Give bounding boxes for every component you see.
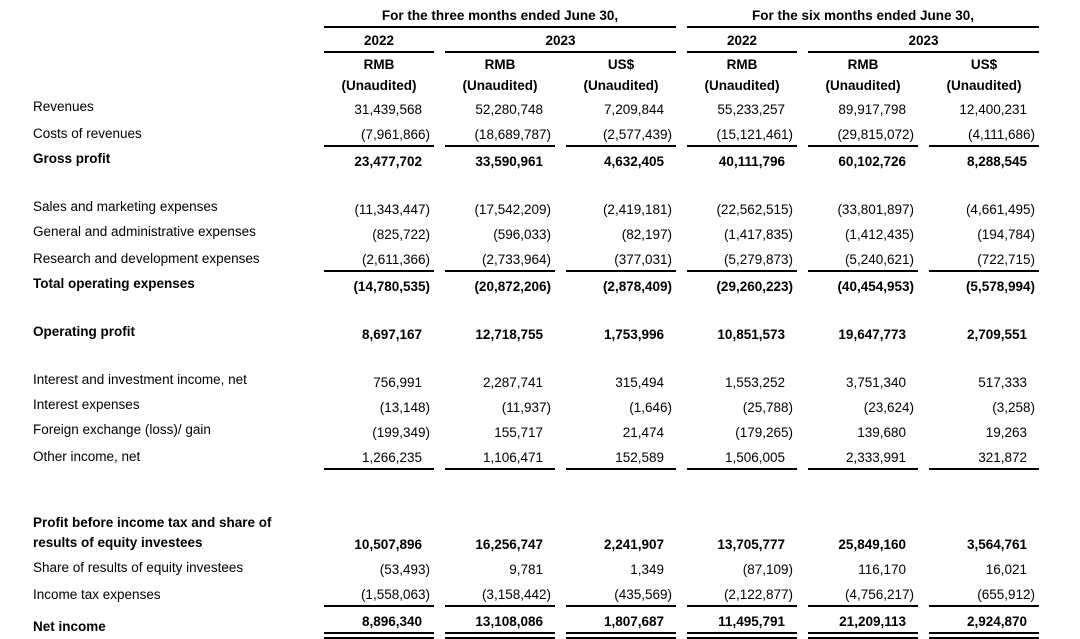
row-label: Profit before income tax and share of results of equity investees	[33, 515, 272, 550]
cell-value: 155,717	[494, 425, 543, 440]
cell-value: 517,333	[978, 375, 1027, 390]
cell-value: (29,815,072)	[808, 120, 918, 147]
cell-value: 23,477,702	[354, 154, 422, 169]
unaudited-header: (Unaudited)	[462, 78, 538, 93]
header-spacer	[21, 73, 313, 95]
cell-value: 16,021	[985, 562, 1027, 578]
cell-value: 33,590,961	[475, 154, 543, 169]
row-label: Revenues	[33, 99, 94, 115]
cell-value: 11,495,791	[687, 607, 797, 639]
cell-value: 13,108,086	[445, 607, 555, 639]
table-row	[21, 443, 1039, 470]
table-row	[21, 580, 1039, 607]
cell-value: (2,878,409)	[602, 279, 672, 294]
table-row	[21, 245, 1039, 272]
cell-value: (5,279,873)	[687, 245, 797, 272]
spacer-cell	[21, 345, 1039, 368]
row-label: Income tax expenses	[33, 586, 161, 602]
table-row	[21, 147, 1039, 172]
cell-value: 16,256,747	[475, 537, 543, 553]
cell-value: (40,454,953)	[837, 279, 914, 294]
cell-value: 10,507,896	[354, 537, 422, 553]
cell-value: 4,632,405	[603, 154, 664, 169]
cell-value: (2,733,964)	[445, 245, 555, 272]
cell-value: (2,419,181)	[602, 202, 672, 217]
group-header-six-months: For the six months ended June 30,	[687, 2, 1039, 28]
cell-value: (722,715)	[929, 245, 1039, 272]
unaudited-header: (Unaudited)	[704, 78, 780, 93]
row-label: Share of results of equity investees	[33, 559, 244, 575]
cell-value: 19,647,773	[838, 327, 906, 342]
cell-value: 1,106,471	[445, 443, 555, 470]
unaudited-header: (Unaudited)	[341, 78, 417, 93]
currency-row	[21, 53, 1039, 73]
table-row	[21, 513, 1039, 555]
cell-value: 321,872	[929, 443, 1039, 470]
currency-header: RMB	[847, 57, 879, 72]
cell-value: 8,288,545	[966, 154, 1027, 169]
spacer-cell	[21, 297, 1039, 320]
unaudited-row	[21, 73, 1039, 95]
cell-value: (33,801,897)	[837, 202, 914, 217]
cell-value: (4,661,495)	[965, 202, 1035, 217]
cell-value: (377,031)	[566, 245, 676, 272]
unaudited-header: (Unaudited)	[825, 78, 901, 93]
cell-value: 1,753,996	[603, 327, 664, 342]
cell-value: 31,439,568	[354, 102, 422, 117]
cell-value: 52,280,748	[475, 102, 543, 117]
cell-value: 2,709,551	[966, 327, 1027, 342]
cell-value: (29,260,223)	[716, 279, 793, 294]
cell-value: (655,912)	[929, 580, 1039, 607]
table-row	[21, 220, 1039, 245]
cell-value: 55,233,257	[717, 102, 785, 117]
year-header: 2022	[687, 28, 797, 53]
cell-value: 152,589	[566, 443, 676, 470]
row-label: Interest and investment income, net	[33, 372, 247, 388]
cell-value: 315,494	[615, 375, 664, 390]
cell-value: (87,109)	[742, 562, 793, 578]
cell-value: (1,558,063)	[324, 580, 434, 607]
cell-value: (17,542,209)	[474, 202, 551, 217]
cell-value: 139,680	[857, 425, 906, 440]
cell-value: 2,241,907	[603, 537, 664, 553]
unaudited-header: (Unaudited)	[583, 78, 659, 93]
currency-header: RMB	[726, 57, 758, 72]
cell-value: (14,780,535)	[353, 279, 430, 294]
cell-value: 2,287,741	[482, 375, 543, 390]
year-header: 2023	[445, 28, 676, 53]
cell-value: (1,417,835)	[723, 227, 793, 242]
cell-value: (2,122,877)	[687, 580, 797, 607]
currency-header: RMB	[363, 57, 395, 72]
spacer-row	[21, 297, 1039, 320]
cell-value: (15,121,461)	[687, 120, 797, 147]
cell-value: 1,266,235	[324, 443, 434, 470]
header-spacer	[21, 28, 313, 53]
cell-value: 10,851,573	[717, 327, 785, 342]
cell-value: (5,578,994)	[965, 279, 1035, 294]
cell-value: 1,807,687	[566, 607, 676, 639]
cell-value: 8,697,167	[361, 327, 422, 342]
spacer-row	[21, 345, 1039, 368]
cell-value: 21,474	[622, 425, 664, 440]
cell-value: (1,646)	[629, 400, 672, 415]
cell-value: 21,209,113	[808, 607, 918, 639]
cell-value: (82,197)	[621, 227, 672, 242]
cell-value: 40,111,796	[718, 154, 785, 169]
row-label: General and administrative expenses	[33, 224, 256, 240]
cell-value: (5,240,621)	[808, 245, 918, 272]
row-label: Foreign exchange (loss)/ gain	[33, 422, 211, 438]
table-row	[21, 393, 1039, 418]
currency-header: US$	[607, 57, 635, 72]
cell-value: (53,493)	[379, 562, 430, 578]
cell-value: 13,705,777	[717, 537, 785, 553]
cell-value: 756,991	[373, 375, 422, 390]
group-header-three-months: For the three months ended June 30,	[324, 2, 676, 28]
cell-value: 12,400,231	[959, 102, 1027, 117]
cell-value: (4,756,217)	[808, 580, 918, 607]
cell-value: (7,961,866)	[324, 120, 434, 147]
year-row	[21, 28, 1039, 53]
row-label: Interest expenses	[33, 397, 140, 413]
row-label: Net income	[33, 618, 106, 634]
row-label: Costs of revenues	[33, 126, 142, 142]
header-spacer	[21, 2, 313, 28]
cell-value: (11,343,447)	[354, 202, 430, 217]
cell-value: (13,148)	[379, 400, 430, 415]
table-row	[21, 418, 1039, 443]
cell-value: 1,506,005	[687, 443, 797, 470]
cell-value: 7,209,844	[603, 102, 664, 117]
table-row	[21, 607, 1039, 639]
table-row	[21, 555, 1039, 580]
cell-value: (435,569)	[566, 580, 676, 607]
row-label: Operating profit	[33, 324, 135, 340]
cell-value: (23,624)	[863, 400, 914, 415]
period-group-row	[21, 2, 1039, 28]
table-row	[21, 95, 1039, 120]
cell-value: (2,577,439)	[566, 120, 676, 147]
cell-value: 116,170	[858, 562, 906, 578]
income-statement-table	[10, 2, 1050, 639]
spacer-row	[21, 172, 1039, 195]
cell-value: (1,412,435)	[844, 227, 914, 242]
spacer-cell	[21, 172, 1039, 195]
cell-value: 12,718,755	[475, 327, 543, 342]
cell-value: (596,033)	[493, 227, 551, 242]
currency-header: RMB	[484, 57, 516, 72]
row-label: Research and development expenses	[33, 251, 260, 267]
cell-value: 3,564,761	[966, 537, 1027, 553]
cell-value: (25,788)	[742, 400, 793, 415]
table-row	[21, 120, 1039, 147]
row-label: Gross profit	[33, 151, 111, 167]
cell-value: 1,553,252	[724, 375, 785, 390]
spacer-row	[21, 470, 1039, 513]
table-row	[21, 272, 1039, 297]
cell-value: (199,349)	[372, 425, 430, 440]
cell-value: 3,751,340	[845, 375, 906, 390]
unaudited-header: (Unaudited)	[946, 78, 1022, 93]
year-header: 2022	[324, 28, 434, 53]
cell-value: 2,924,870	[929, 607, 1039, 639]
table-header	[21, 2, 1039, 95]
cell-value: 25,849,160	[838, 537, 906, 553]
cell-value: (825,722)	[372, 227, 430, 242]
currency-header: US$	[970, 57, 998, 72]
row-label: Other income, net	[33, 449, 141, 465]
cell-value: 2,333,991	[808, 443, 918, 470]
row-label: Sales and marketing expenses	[33, 199, 218, 215]
cell-value: (3,258)	[992, 400, 1035, 415]
cell-value: (18,689,787)	[445, 120, 555, 147]
spacer-cell	[21, 470, 1039, 513]
cell-value: (11,937)	[501, 400, 551, 415]
header-spacer	[21, 53, 313, 73]
table-body	[21, 95, 1039, 639]
row-label: Total operating expenses	[33, 276, 195, 292]
cell-value: (2,611,366)	[324, 245, 434, 272]
table-row	[21, 368, 1039, 393]
cell-value: 1,349	[630, 562, 664, 578]
cell-value: (4,111,686)	[929, 120, 1039, 147]
cell-value: (3,158,442)	[445, 580, 555, 607]
year-header: 2023	[808, 28, 1039, 53]
cell-value: 9,781	[509, 562, 543, 578]
cell-value: (22,562,515)	[716, 202, 793, 217]
cell-value: (194,784)	[977, 227, 1035, 242]
cell-value: 60,102,726	[838, 154, 906, 169]
table-row	[21, 320, 1039, 345]
cell-value: 8,896,340	[324, 607, 434, 639]
cell-value: 19,263	[985, 425, 1027, 440]
cell-value: 89,917,798	[838, 102, 906, 117]
cell-value: (179,265)	[735, 425, 793, 440]
cell-value: (20,872,206)	[474, 279, 551, 294]
table-row	[21, 195, 1039, 220]
